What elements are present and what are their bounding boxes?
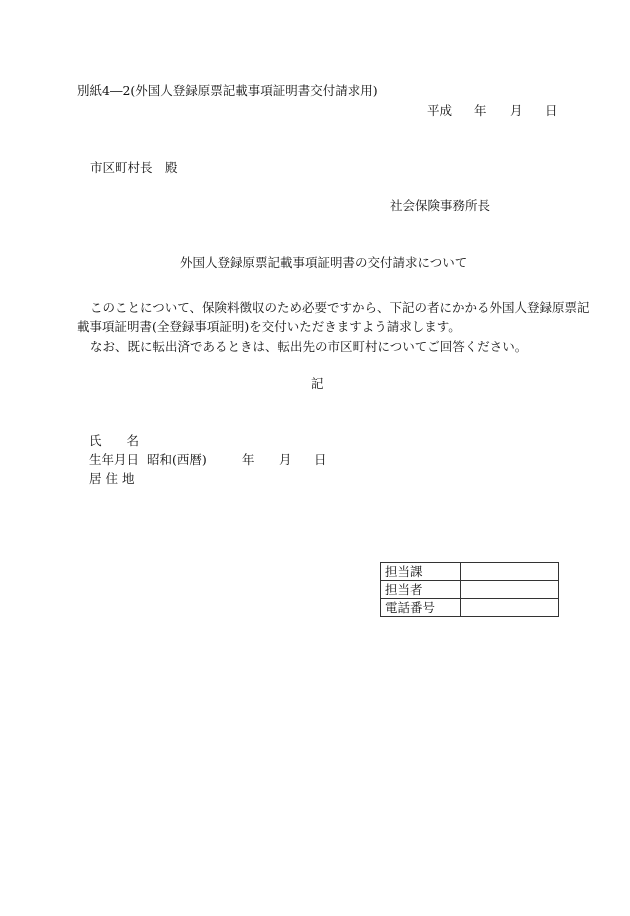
body-line-3: なお、既に転出済であるときは、転出先の市区町村についてご回答ください。 (90, 339, 528, 354)
table-row (381, 563, 559, 581)
table-row (381, 599, 559, 617)
birth-era: 昭和(西暦) (147, 452, 207, 467)
row-label: 担当者 (381, 581, 461, 599)
addressee: 市区町村長 殿 (90, 160, 178, 175)
date-year: 年 (474, 103, 487, 118)
form-label: 別紙4―2(外国人登録原票記載事項証明書交付請求用) (77, 83, 378, 98)
table-row (381, 581, 559, 599)
date-era: 平成 (427, 103, 453, 118)
birth-year: 年 (242, 452, 255, 467)
date-month: 月 (510, 103, 523, 118)
body-line-2: 載事項証明書(全登録事項証明)を交付いただきますよう請求します。 (77, 319, 461, 334)
document-title: 外国人登録原票記載事項証明書の交付請求について (180, 255, 468, 270)
row-value (461, 563, 559, 581)
contact-table (380, 562, 559, 617)
date-day: 日 (545, 103, 558, 118)
row-label: 電話番号 (381, 599, 461, 617)
birth-month: 月 (279, 452, 292, 467)
name-label: 氏 名 (89, 433, 140, 448)
row-label: 担当課 (381, 563, 461, 581)
sender: 社会保険事務所長 (390, 198, 491, 213)
ki-heading: 記 (311, 376, 324, 391)
row-value (461, 599, 559, 617)
address-label: 居 住 地 (89, 471, 135, 486)
body-line-1: このことについて、保険料徴収のため必要ですから、下記の者にかかる外国人登録原票記 (90, 300, 590, 315)
row-value (461, 581, 559, 599)
birth-day: 日 (314, 452, 327, 467)
birth-label: 生年月日 (89, 452, 140, 467)
